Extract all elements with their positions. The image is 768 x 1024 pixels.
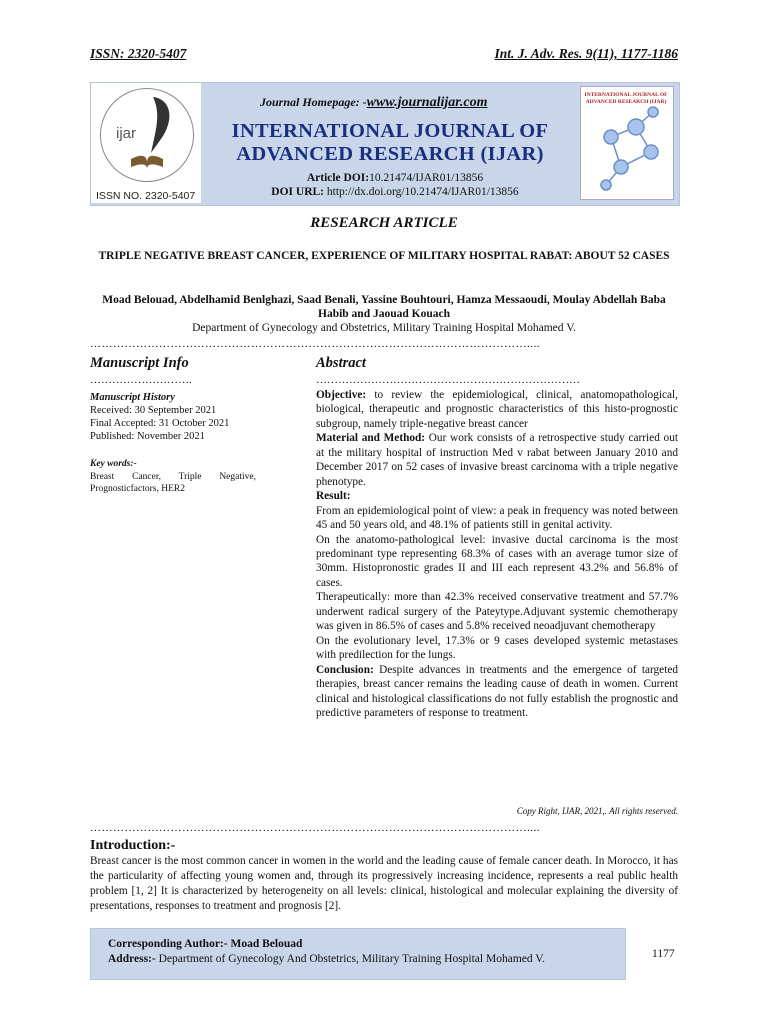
result-label <box>316 489 678 503</box>
separator-bottom: …………………………………………………………………………………………………….... <box>90 822 540 834</box>
abstract-objective <box>316 388 678 431</box>
keywords-list: Breast Cancer, Triple Negative, Prognosticfactors, HER2 <box>90 471 256 494</box>
corresponding-author <box>108 937 545 967</box>
quill-book-icon <box>101 89 193 181</box>
section-heading: RESEARCH ARTICLE <box>310 215 458 231</box>
page-number: 1177 <box>652 948 675 960</box>
abstract-conclusion <box>316 663 678 721</box>
method-text: Our work consists of a retrospective study carried out at the military hospital of instruction Med v rabat between January 2010 and December 2017 on 52 cases of invasive breast carcinoma with a triple negative phenotype. <box>316 432 678 488</box>
logo-text: ijar <box>116 125 137 142</box>
journal-logo <box>100 88 194 182</box>
introduction-heading: Introduction:- <box>90 838 176 853</box>
manuscript-dots: ………………………. <box>90 374 192 386</box>
history-label: Manuscript History <box>90 392 175 403</box>
result-pathology: On the anatomo-pathological level: invasive ductal carcinoma is the most predominant type representing 68.3% of cases with an average tumor size of 30mm. Histopronostic grades II and III each represent 43.2% and 56.8% of cases. <box>316 533 678 589</box>
introduction-text: Breast cancer is the most common cancer in women in the world and the leading cause of female cancer death. In Morocco, it has the particularity of affecting young women and, through its progressively increasing incidence, represents a real public health problem [1, 2] It is characterized by heterogeneity on all levels: clinical, histological and molecular explaining the diversity of presentations, responses to treatment and prognosis [2]. <box>90 855 678 912</box>
method-label: Material and Method: <box>316 432 426 445</box>
running-header <box>90 46 678 62</box>
result-therapy: Therapeutically: more than 42.3% received conservative treatment and 57.7% underwent radical surgery of the Pateytype.Adjuvant systemic chemotherapy was given in 86.5% of cases and 5.8% received neoadjuvant chemotherapy <box>316 591 678 633</box>
address-label: Address:- <box>108 953 156 965</box>
paper-title: TRIPLE NEGATIVE BREAST CANCER, EXPERIENCE OF MILITARY HOSPITAL RABAT: ABOUT 52 CASES <box>98 250 670 262</box>
cover-title: INTERNATIONAL JOURNAL OF ADVANCED RESEARCH (IJAR) <box>584 92 668 105</box>
journal-title: INTERNATIONAL JOURNAL OF ADVANCED RESEARCH (IJAR) <box>231 120 549 165</box>
accepted-date: Final Accepted: 31 October 2021 <box>90 418 230 429</box>
doi-block <box>230 171 560 199</box>
issn-label: ISSN: 2320-5407 <box>90 46 187 61</box>
citation-label: Int. J. Adv. Res. 9(11), 1177-1186 <box>494 46 678 61</box>
abstract-dots: ……………………………………………………………… <box>316 374 580 386</box>
doi-url-label: DOI URL: <box>271 186 325 198</box>
address-text: Department of Gynecology And Obstetrics, Military Training Hospital Mohamed V. <box>155 953 545 965</box>
result-epidemiology: From an epidemiological point of view: a peak in frequency was noted between 45 and 50 years old, and 48.1% of patients still in genital activity. <box>316 504 678 532</box>
journal-homepage <box>260 95 488 111</box>
doi-url-link[interactable]: http://dx.doi.org/10.21474/IJAR01/13856 <box>326 186 519 198</box>
result-evolution: On the evolutionary level, 17.3% or 9 cases developed systemic metastases with predilection for the lungs. <box>316 634 678 662</box>
objective-label: Objective: <box>316 389 367 401</box>
author-list: Moad Belouad, Abdelhamid Benlghazi, Saad Benali, Yassine Bouhtouri, Hamza Messaoudi, Moulay Abdellah Baba Habib and Jaouad Kouach <box>102 294 666 320</box>
published-date: Published: November 2021 <box>90 431 205 442</box>
conclusion-label: Conclusion: <box>316 663 374 676</box>
result-label-text: Result: <box>316 490 351 503</box>
conclusion-text: Despite advances in treatments and the emergence of targeted therapies, breast cancer remains the leading cause of death in women. Current clinical and histological classifications do not fully establish the prognostic and predictive parameters of response to treatment. <box>316 663 678 719</box>
received-date: Received: 30 September 2021 <box>90 405 217 416</box>
doi-label: Article DOI: <box>306 172 370 184</box>
corresponding-address <box>108 952 545 967</box>
homepage-link[interactable]: www.journalijar.com <box>366 95 488 110</box>
manuscript-info-heading: Manuscript Info <box>90 355 189 371</box>
keywords-label: Key words:- <box>90 459 137 469</box>
abstract-method <box>316 431 678 489</box>
homepage-label: Journal Homepage: - <box>260 95 367 109</box>
abstract-body <box>316 388 678 720</box>
separator: …………………………………………………………………………………………………….... <box>90 338 540 350</box>
logo-issn: ISSN NO. 2320-5407 <box>96 190 196 202</box>
copyright-notice: Copy Right, IJAR, 2021,. All rights reserved. <box>516 806 678 816</box>
abstract-heading: Abstract <box>316 355 366 371</box>
keywords <box>90 458 256 496</box>
doi-value: 10.21474/IJAR01/13856 <box>369 172 484 184</box>
corresponding-label: Corresponding Author:- Moad Belouad <box>108 938 303 950</box>
affiliation: Department of Gynecology and Obstetrics, Military Training Hospital Mohamed V. <box>192 322 576 334</box>
objective-text: to review the epidemiological, clinical, anatomopathological, biological, therapeutic and prognostic characteristics of this histo-prognostic subgroup, namely triple-negative breast cancer <box>316 389 678 430</box>
manuscript-history <box>90 391 260 443</box>
